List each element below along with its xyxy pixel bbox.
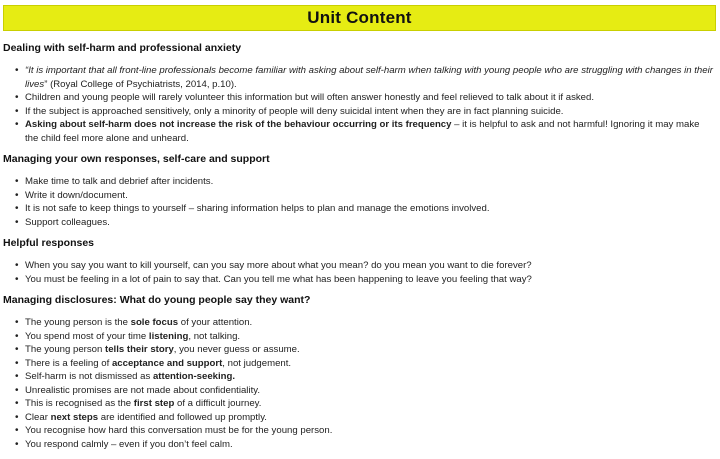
list-text: are identified and followed up promptly. (98, 411, 267, 423)
unit-content-body (3, 42, 715, 459)
list-text: The young person is the (25, 317, 131, 328)
list-text: Children and young people will rarely volunteer this information but will often answer honestly and feel relieved to talk about it if asked. (25, 92, 595, 103)
list-item (13, 273, 715, 287)
bold-text: first step (133, 398, 175, 409)
list-item (13, 259, 715, 273)
list-item (13, 216, 715, 230)
list-item (13, 438, 715, 452)
list-item (13, 343, 715, 357)
section-heading: Managing disclosures: What do young people say they want? (3, 294, 311, 306)
list-text: You must be feeling in a lot of pain to say that. Can you tell me what has been happening to leave you feeling that way? (25, 273, 532, 285)
list-text: You recognise how hard this conversation must be for the young person. (25, 425, 333, 436)
list-text: Clear (25, 411, 51, 423)
list-item (13, 316, 715, 330)
bold-text: sole focus (130, 317, 179, 328)
section-heading: Helpful responses (3, 237, 95, 249)
bold-text: listening (148, 330, 189, 342)
list-item (13, 189, 715, 203)
list-text: ” (Royal College of Psychiatrists, 2014, p.10). (44, 78, 237, 90)
list-item (13, 411, 715, 425)
bold-text: attention-seeking. (152, 371, 236, 382)
list-text: When you say you want to kill yourself, can you say more about what you mean? do you mean you want to die forever? (25, 260, 532, 271)
list-text: of your attention. (178, 317, 253, 328)
list-item (13, 384, 715, 398)
list-item (13, 91, 715, 105)
list-text: It is not safe to keep things to yourself – sharing information helps to plan and manage the emotions involved. (25, 203, 490, 214)
section-heading: Dealing with self-harm and professional anxiety (3, 42, 242, 54)
bullet-list (13, 175, 715, 229)
list-text: This is recognised as the (25, 398, 134, 409)
italic-quote: It is important that all front-line professionals become familiar with asking about self-harm when talking with young people who are struggling with changes in their lives (25, 65, 713, 90)
list-item (13, 64, 715, 91)
list-text: Support colleagues. (25, 216, 110, 228)
list-item (13, 370, 715, 384)
list-text: Self-harm is not dismissed as (25, 371, 153, 382)
list-item (13, 202, 715, 216)
list-item (13, 118, 715, 145)
list-text: The young person (25, 344, 106, 355)
bullet-list (13, 64, 715, 145)
list-text: You spend most of your time (25, 330, 149, 342)
page-title: Unit Content (307, 8, 412, 27)
section-heading: Managing your own responses, self-care and support (3, 153, 270, 165)
list-text: , not judgement. (222, 357, 292, 369)
list-text: You respond calmly – even if you don’t feel calm. (25, 438, 233, 450)
italic-quote: “ (25, 65, 29, 76)
list-item (13, 330, 715, 344)
list-text: of a difficult journey. (174, 398, 262, 409)
list-text: Write it down/document. (25, 189, 128, 201)
bold-text: next steps (50, 411, 99, 423)
list-item (13, 424, 715, 438)
list-item (13, 175, 715, 189)
list-text: – it is helpful to ask and not harmful! Ignoring it may make the child feel more alone and unheard. (25, 119, 700, 144)
bullet-list (13, 316, 715, 451)
list-text: There is a feeling of (25, 357, 112, 369)
list-item (13, 105, 715, 119)
list-text: Unrealistic promises are not made about confidentiality. (25, 384, 260, 396)
bold-text: acceptance and support (111, 357, 223, 369)
list-text: , not talking. (188, 330, 241, 342)
unit-content-banner (3, 5, 716, 31)
list-text: , you never guess or assume. (173, 344, 300, 355)
list-item (13, 357, 715, 371)
list-text: Make time to talk and debrief after incidents. (25, 176, 214, 187)
bullet-list (13, 259, 715, 286)
list-text: If the subject is approached sensitively, only a minority of people will deny suicidal intent when they are in fact planning suicide. (25, 105, 564, 117)
list-item (13, 397, 715, 411)
bold-text: Asking about self-harm does not increase the risk of the behaviour occurring or its frequency (25, 119, 452, 130)
bold-text: tells their story (105, 344, 174, 355)
